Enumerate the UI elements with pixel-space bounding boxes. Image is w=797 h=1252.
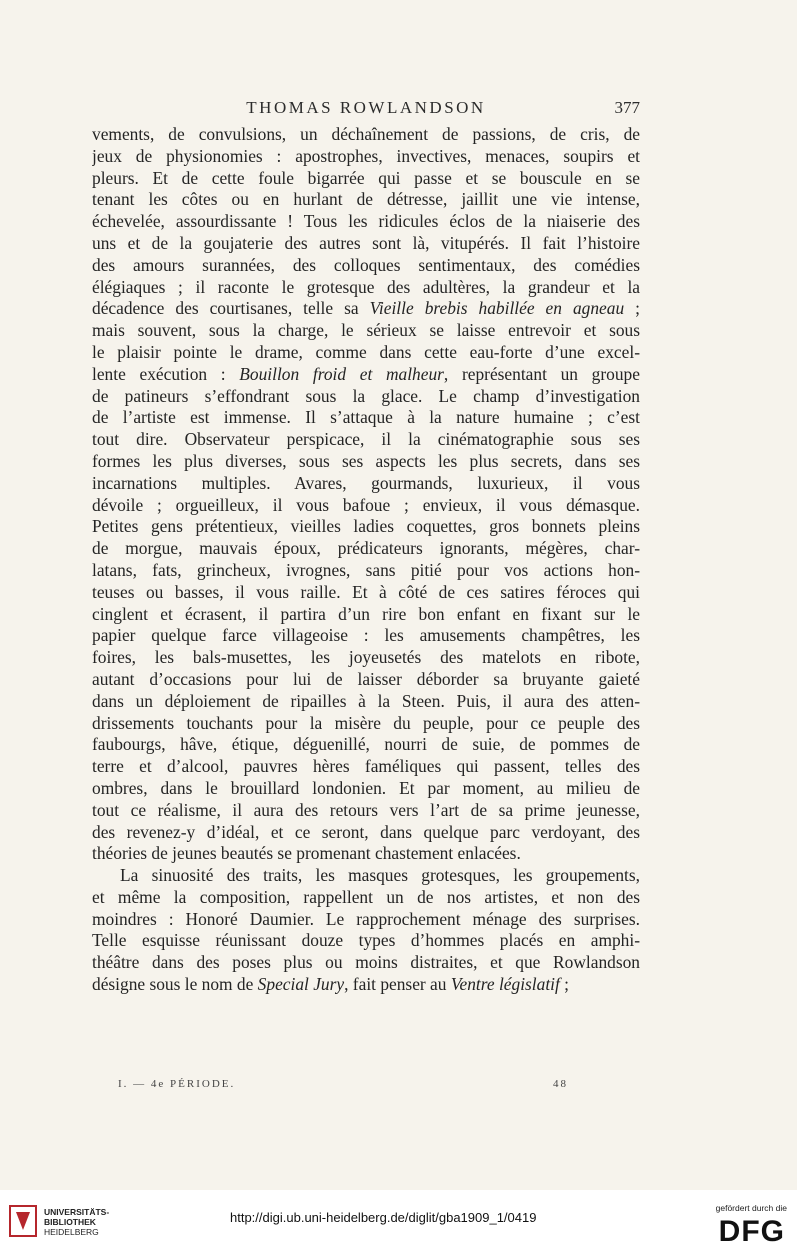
text-line: uns et de la goujaterie des autres sont là, vitupérés. Il fait l’histoire <box>92 232 640 253</box>
page-number: 377 <box>614 98 640 117</box>
text-line: de morgue, mauvais époux, prédicateurs ignorants, mégères, char- <box>92 538 640 559</box>
text-line: de patineurs s’effondrant sous la glace. Le champ d’investigation <box>92 385 640 406</box>
text-line: ombres, dans le brouillard londonien. Et par moment, au milieu de <box>92 777 640 798</box>
text-line: dévoile ; orgueilleux, il vous bafoue ; envieux, il vous démasque. <box>92 494 640 515</box>
text-line: pleurs. Et de cette foule bigarrée qui passe et se bouscule en se <box>92 167 640 188</box>
text-line: faubourgs, hâve, étique, déguenillé, nourri de suie, de pommes de <box>92 734 640 755</box>
text-line: foires, les bals-musettes, les joyeusetés des matelots en ribote, <box>92 647 640 668</box>
text-line: formes les plus diverses, sous ses aspects les plus secrets, dans ses <box>92 450 640 471</box>
text-line: La sinuosité des traits, les masques grotesques, les groupements, <box>120 865 640 886</box>
text-line: teuses ou basses, il vous raille. Et à côté de ces satires féroces qui <box>92 581 640 602</box>
text-line: le plaisir pointe le drame, comme dans cette eau-forte d’une excel- <box>92 341 640 362</box>
body-text <box>92 124 640 996</box>
running-title: THOMAS ROWLANDSON <box>246 98 486 117</box>
text-line: des amours surannées, des colloques sentimentaux, des comédies <box>92 254 640 275</box>
text-line: jeux de physionomies : apostrophes, invectives, menaces, soupirs et <box>92 145 640 166</box>
text-line: Telle esquisse réunissant douze types d’hommes placés en amphi- <box>92 930 640 951</box>
text-line: drissements touchants pour la misère du peuple, pour ce peuple des <box>92 712 640 733</box>
running-head <box>92 98 640 122</box>
library-name-line: UNIVERSITÄTS- <box>44 1207 110 1217</box>
digitization-bar <box>0 1190 797 1252</box>
permalink-url[interactable]: http://digi.ub.uni-heidelberg.de/diglit/gba1909_1/0419 <box>230 1210 537 1225</box>
text-line: autant d’occasions pour lui de laisser déborder sa bruyante gaieté <box>92 668 640 689</box>
text-line: tenant les côtes ou en hurlant de détresse, jaillit une vie intense, <box>92 189 640 210</box>
text-line: des revenez-y d’idéal, et ce seront, dans quelque parc verdoyant, des <box>92 821 640 842</box>
text-line: désigne sous le nom de Special Jury, fait penser au Ventre législatif ; <box>92 974 570 995</box>
text-line: moindres : Honoré Daumier. Le rapprochement ménage des surprises. <box>92 908 640 929</box>
sheet-number: 48 <box>553 1078 568 1090</box>
text-line: et même la composition, rappellent un de nos artistes, et non des <box>92 886 640 907</box>
funder-caption: gefördert durch die <box>715 1203 787 1213</box>
text-line: échevelée, assourdissante ! Tous les ridicules éclos de la niaiserie des <box>92 211 640 232</box>
text-line: théories de jeunes beautés se promenant chastement enlacées. <box>92 843 521 864</box>
text-line: latans, fats, grincheux, ivrognes, sans pitié pour vos actions hon- <box>92 559 640 580</box>
library-name <box>44 1207 109 1237</box>
dfg-logo: DFG <box>718 1215 785 1248</box>
library-name-line: HEIDELBERG <box>44 1227 99 1237</box>
text-line: tout ce réalisme, il aura des retours vers l’art de sa prime jeunesse, <box>92 799 640 820</box>
text-line: de l’artiste est immense. Il s’attaque à la nature humaine ; c’est <box>92 407 640 428</box>
library-name-line: BIBLIOTHEK <box>44 1217 96 1227</box>
text-line: théâtre dans des poses plus ou moins distraites, et que Rowlandson <box>92 952 640 973</box>
text-line: mais souvent, sous la charge, le sérieux se laisse entrevoir et sous <box>92 320 640 341</box>
text-line: Petites gens prétentieux, vieilles ladies coquettes, gros bonnets pleins <box>92 516 640 537</box>
page-footer <box>118 1078 568 1094</box>
text-line: cinglent et écrasent, il partira d’un rire bon enfant en fixant sur le <box>92 603 640 624</box>
signature-mark: I. — 4e PÉRIODE. <box>118 1078 236 1090</box>
text-line: vements, de convulsions, un déchaînement de passions, de cris, de <box>92 124 640 144</box>
text-line: incarnations multiples. Avares, gourmands, luxurieux, il vous <box>92 472 640 493</box>
text-line: dans un déploiement de ripailles à la Steen. Puis, il aura des atten- <box>92 690 640 711</box>
text-line: terre et d’alcool, pauvres hères faméliques qui passent, telles des <box>92 756 640 777</box>
text-line: décadence des courtisanes, telle sa Vieille brebis habillée en agneau ; <box>92 298 640 319</box>
university-library-logo-icon <box>8 1204 38 1238</box>
text-line: tout dire. Observateur perspicace, il la cinématographie sous ses <box>92 429 640 450</box>
text-line: élégiaques ; il raconte le grotesque des adultères, la grandeur et la <box>92 276 640 297</box>
text-line: papier quelque farce villageoise : les amusements champêtres, les <box>92 625 640 646</box>
text-line: lente exécution : Bouillon froid et malheur, représentant un groupe <box>92 363 640 384</box>
